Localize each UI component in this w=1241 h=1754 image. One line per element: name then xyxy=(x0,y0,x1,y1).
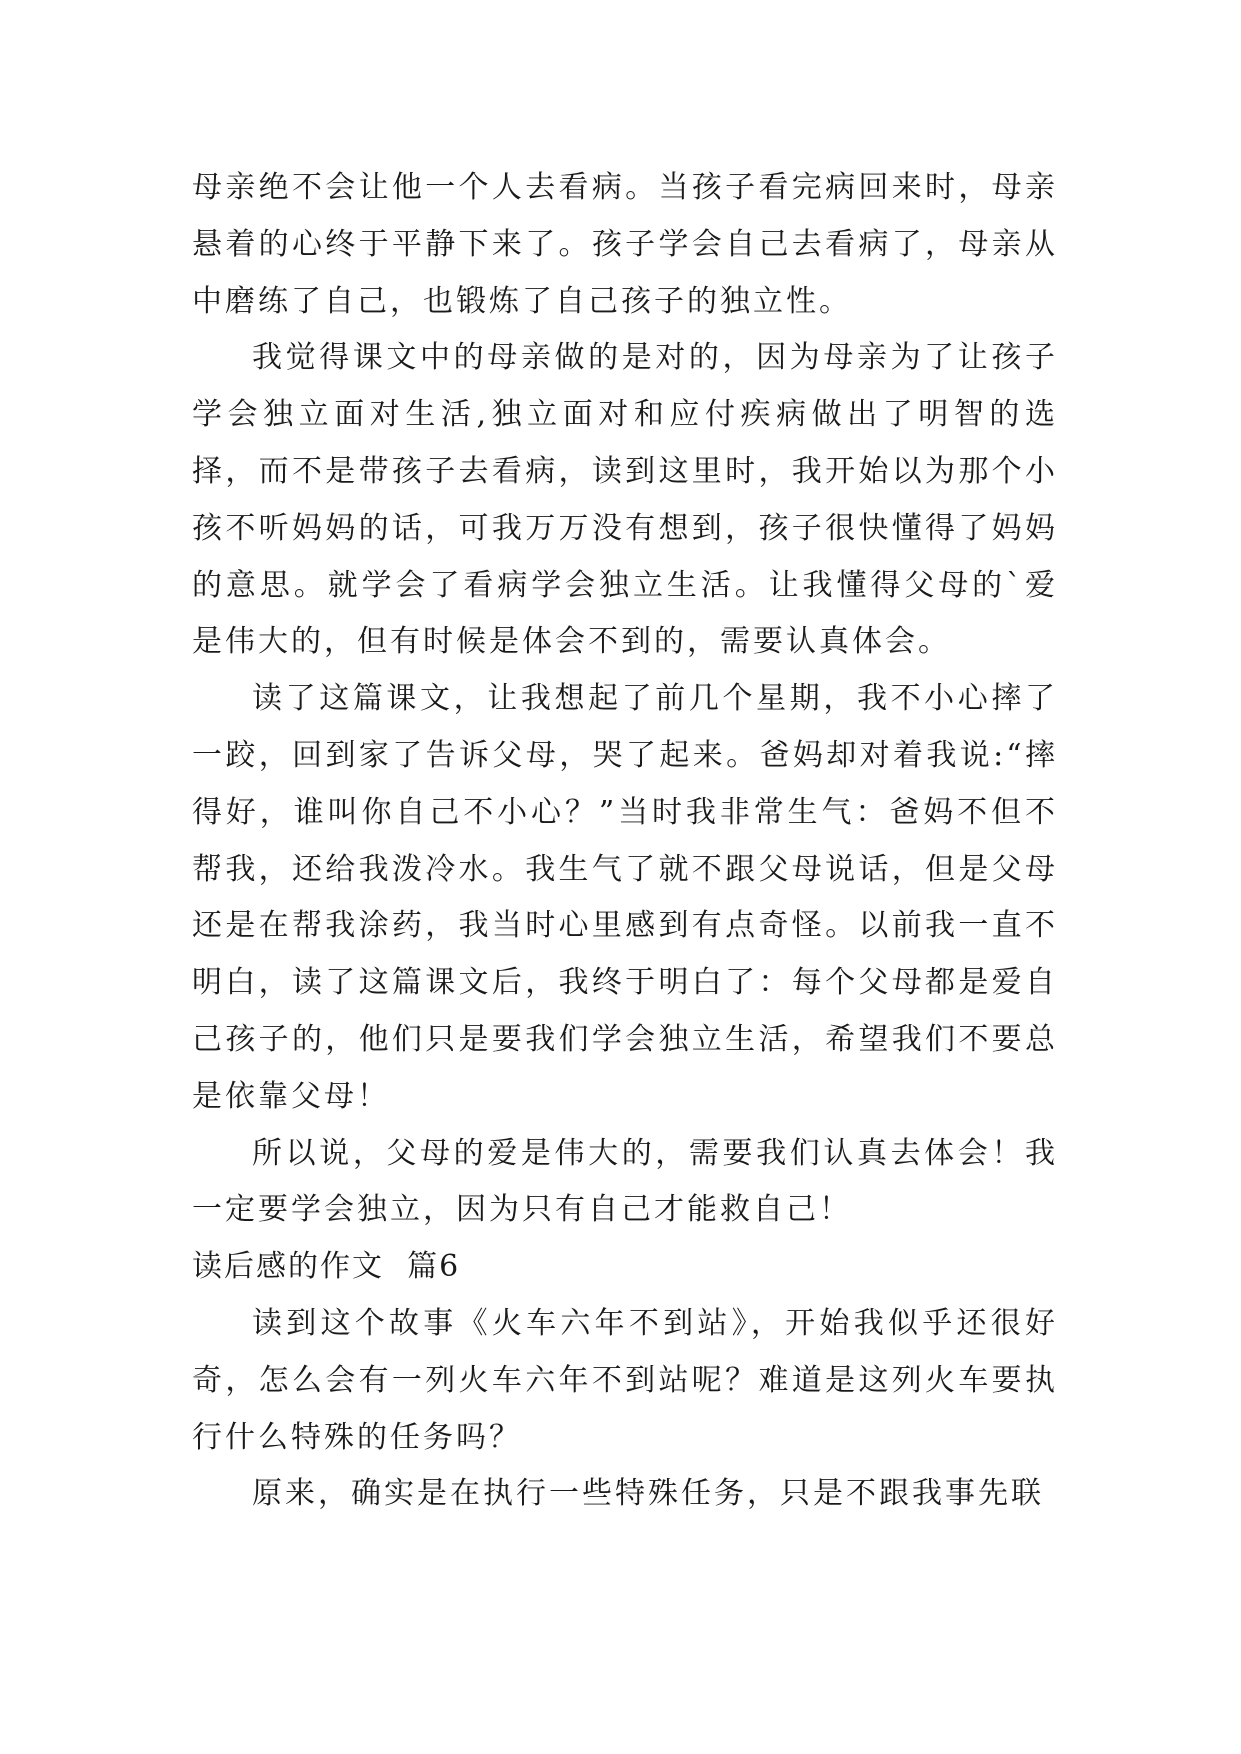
paragraph: 所以说，父母的爱是伟大的，需要我们认真去体会！我一定要学会独立，因为只有自己才能救自己！ xyxy=(192,1135,1058,1228)
document-body xyxy=(192,160,1058,1523)
section-heading: 读后感的作文 篇6 xyxy=(192,1249,461,1285)
paragraph: 读到这个故事《火车六年不到站》，开始我似乎还很好奇，怎么会有一列火车六年不到站呢？难道是这列火车要执行什么特殊的任务吗？ xyxy=(192,1305,1058,1455)
paragraph: 读了这篇课文，让我想起了前几个星期，我不小心摔了一跤，回到家了告诉父母，哭了起来。爸妈却对着我说:“摔得好，谁叫你自己不小心？”当时我非常生气：爸妈不但不帮我，还给我泼冷水。我生气了就不跟父母说话，但是父母还是在帮我涂药，我当时心里感到有点奇怪。以前我一直不明白，读了这篇课文后，我终于明白了：每个父母都是爱自己孩子的，他们只是要我们学会独立生活，希望我们不要总是依靠父母！ xyxy=(192,681,1058,1114)
paragraph: 我觉得课文中的母亲做的是对的，因为母亲为了让孩子学会独立面对生活,独立面对和应付疾病做出了明智的选择，而不是带孩子去看病，读到这里时，我开始以为那个小孩不听妈妈的话，可我万万没有想到，孩子很快懂得了妈妈的意思。就学会了看病学会独立生活。让我懂得父母的`爱是伟大的，但有时候是体会不到的，需要认真体会。 xyxy=(192,340,1058,660)
paragraph: 母亲绝不会让他一个人去看病。当孩子看完病回来时，母亲悬着的心终于平静下来了。孩子学会自己去看病了，母亲从中磨练了自己，也锻炼了自己孩子的独立性。 xyxy=(192,170,1058,319)
paragraph: 原来，确实是在执行一些特殊任务，只是不跟我事先联 xyxy=(252,1476,1044,1512)
